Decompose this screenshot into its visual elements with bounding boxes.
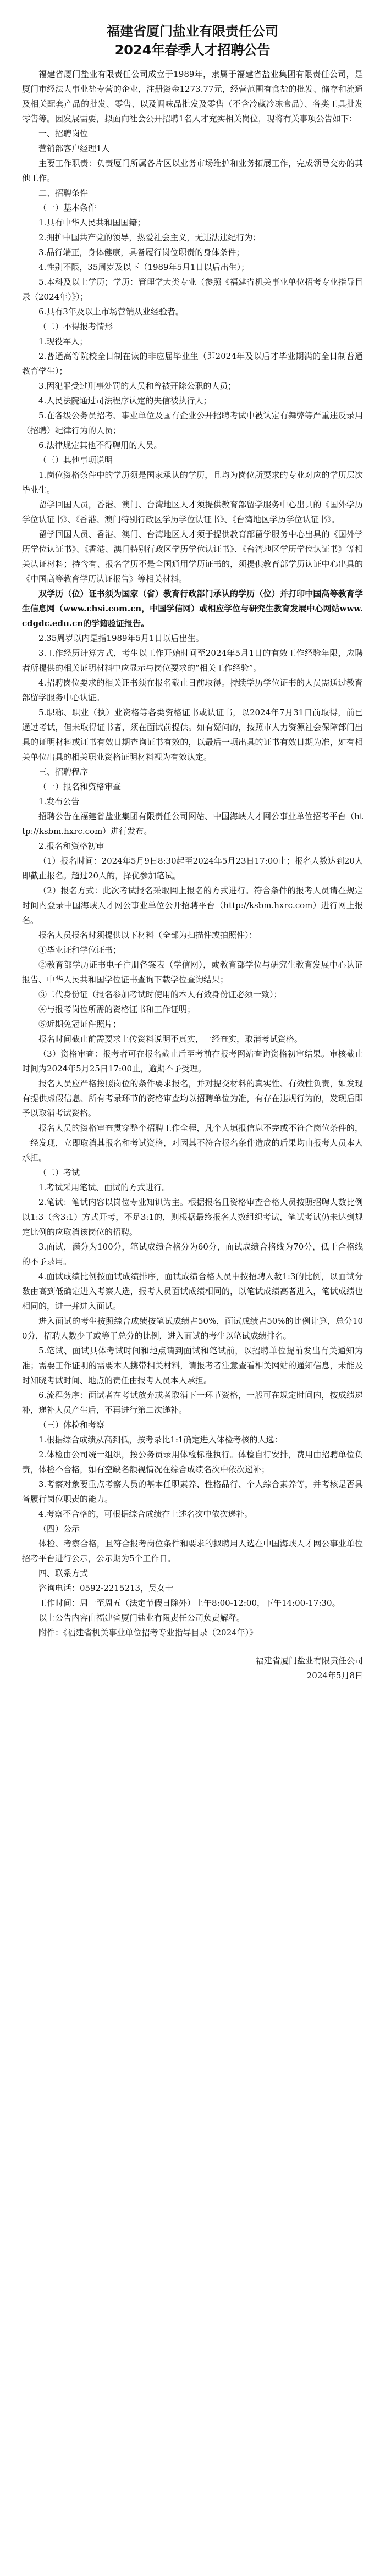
paragraph: 5.职称、职业（执）业资格等各类资格证书或认证书，以2024年7月31日前取得，前已通过考试，但未取得证书者，须在面试前提供。如有疑问的，按照市人力资源社会保障部门出具的证明材料或证书有效日期查询证书有效的，以最后一项出具的证书有效日期为准，如有相关单位出具的相关职业资格证明材料视为有效认定。 [22, 707, 363, 762]
paragraph: 4.招聘岗位要求的相关证书须在报名截止日前取得。持续学历学位证书的人员需通过教育部留学服务中心认证。 [22, 678, 363, 703]
paragraph: 附件：《福建省机关事业单位招考专业指导目录（2024年）》 [38, 1628, 258, 1638]
paragraph: （一）基本条件 [38, 203, 97, 213]
paragraph: 2.体检由公司统一组织，按公务员录用体检标准执行。体检自行安排，费用由招聘单位负责，体检不合格，如有空缺名额视情况在综合成绩名次中依次递补； [22, 1450, 363, 1474]
paragraph: 3.面试，满分为100分，笔试成绩合格分为60分，面试成绩合格线为70分，低于合格线的不予录用。 [22, 1242, 363, 1267]
paragraph: 4.面试成绩比例按面试成绩排序，面试成绩合格人员中按招聘人数1:3的比例，以面试分数由高到低确定进入考察人选，报考人员面试成绩相同的，以笔试成绩高者进入，笔试成绩也相同的，进一并进入面试。 [22, 1272, 363, 1311]
paragraph: 1.考试采用笔试、面试的方式进行。 [38, 1182, 170, 1192]
paragraph: 3.品行端正，身体健康，具备履行岗位职责的身体条件； [38, 247, 245, 257]
paragraph: 报名人员的资格审查贯穿整个招聘工作全程，凡个人填报信息不完或不符合岗位条件的，一经发现，立即取消其报名和考试资格，对因其不符合报名条件造成的后果均由报考人员本人承担。 [22, 1123, 363, 1163]
paragraph: 报名人员报名时须提供以下材料（全部为扫描件或拍照件）： [38, 930, 257, 940]
paragraph: 1.发布公告 [38, 797, 80, 806]
paragraph: 1.根据综合成绩从高到低，按考录比1:1确定进入体检考核的人选： [38, 1435, 283, 1445]
paragraph: 体检、考察合格，且符合报考岗位条件和要求的拟聘用人选在中国海峡人才网公事业单位招考平台进行公示，公示期为5个工作日。 [22, 1539, 363, 1563]
paragraph: 二、招聘条件 [38, 188, 89, 198]
footer-date: 2024年5月8日 [306, 1671, 363, 1681]
paragraph: 报名时间截止前需要求上传资料说明不真实，一经查实，取消考试资格。 [38, 1034, 303, 1044]
paragraph: 主要工作职责：负责厦门所属各片区以业务市场维护和业务拓展工作，完成领导交办的其他工作。 [22, 158, 363, 183]
paragraph: ⑤近期免冠证件照片； [38, 1019, 122, 1029]
paragraph: 5.笔试、面试具体考试时间和地点请到面试和笔试前，以招聘单位提前发出有关通知为准；需要工作证明的需要本人携带相关材料，请报考者注意查看相关网站的通知信息，未能及时知晓考试时间、地点的责任由报考人员本人承担。 [22, 1346, 363, 1385]
paragraph: ③二代身份证（报名参加考试时使用的本人有效身份证必须一致）； [38, 990, 282, 999]
paragraph: 6.法律规定其他不得聘用的人员。 [38, 440, 162, 450]
paragraph: 营销部客户经理1人 [38, 143, 110, 153]
paragraph: （1）报名时间：2024年5月9日8:30起至2024年5月23日17:00止；报名人数达到20人即截止报名。超过20人的，择优参加笔试。 [22, 856, 363, 881]
paragraph: 2.笔试：笔试内容以岗位专业知识为主。根据报名且资格审查合格人员按照招聘人数比例以1:3（含3:1）方式开考，不足3:1的，则根据最终报名人数组织考试，笔试考试仍未达到规定比例的应取消该岗位的招聘。 [22, 1197, 363, 1237]
paragraph: 3.考察对象要重点考察人员的基本任职素养、性格品行、个人综合素养等，并考核是否具备履行岗位职责的能力。 [22, 1479, 363, 1504]
paragraph: 双学历（位）证书须为国家（省）教育行政部门承认的学历（位）并打印中国高等教育学生信息网（www.chsi.com.cn，中国学信网）或相应学位与研究生教育发展中心网站www.cdgdc.edu.cn的学籍验证报告。 [22, 589, 363, 628]
paragraph: 6.流程务序：面试者在考试放弃或者取消下一环节资格，一般可在规定时间内，按成绩递补，递补人员产生后，不再进行第二次递补。 [22, 1390, 363, 1415]
paragraph: （三）其他事项说明 [38, 455, 113, 465]
paragraph: ②教育部学历证书电子注册备案表（学信网），或教育部学位与研究生教育发展中心认证报告、中华人民共和国学位证书查询下载学位查询结果； [22, 960, 363, 985]
paragraph: 报名人员应严格按照岗位的条件要求报名，并对提交材料的真实性、有效性负责，如发现有提供虚假信息、所有考录环节的资格审查均以招聘单位为准，有存在违规行为的，发现后即予以取消考试资格。 [22, 1079, 363, 1118]
paragraph: （2）报名方式：此次考试报名采取网上报名的方式进行。符合条件的报考人员请在规定时间内登录中国海峡人才网公事业单位公开招聘平台（http://ksbm.hxrc.com）进行网上报名。 [22, 886, 363, 925]
title-company: 福建省厦门盐业有限责任公司 [107, 24, 278, 39]
paragraph: （一）报名和资格审查 [38, 782, 122, 792]
paragraph: 2.拥护中国共产党的领导，热爱社会主义，无违法违纪行为； [38, 233, 261, 242]
paragraph: 5.本科及以上学历；学历：管理学大类专业（参照《福建省机关事业单位招考专业指导目录（2024年）》）； [22, 277, 363, 302]
paragraph: 2.35周岁以内是指1989年5月1日以后出生。 [38, 633, 204, 643]
paragraph: 4.性别不限，35周岁及以下（1989年5月1日以后出生）； [38, 262, 250, 272]
paragraph: 4.人民法院通过司法程序认定的失信被执行人； [38, 396, 212, 406]
paragraph: 进入面试的考生按照综合成绩按笔试成绩占50%，面试成绩占50%的比例计算，总分100分，招聘人数少于或等于总分的比例，进入面试的考生以笔试成绩排名。 [22, 1316, 363, 1341]
paragraph: 留学回国人员、香港、澳门、台湾地区人才须于提供教育部留学服务中心出具的《国外学历学位认证书》、《香港、澳门特别行政区学历学位认证书》、《台湾地区学历学位认证书》等相关认证材料；持含有、报名学历不是全国通用学历证书的，须提供教育部学历认证中心出具的《中国高等教育学历认证报告》等相关材料。 [22, 529, 363, 584]
paragraph: （3）资格审查：报考者可在报名截止后至考前在报考网站查询资格初审结果。审核截止时间为2024年5月25日17:00止，逾期不予受理。 [22, 1049, 363, 1074]
paragraph: 一、招聘岗位 [38, 129, 89, 139]
paragraph: 四、联系方式 [38, 1568, 89, 1578]
footer-company: 福建省厦门盐业有限责任公司 [255, 1656, 363, 1666]
title-announcement: 2024年春季人才招聘公告 [114, 42, 271, 58]
paragraph: 工作时间：周一至周五（法定节假日除外）上午8:00-12:00，下午14:00-17:30。 [38, 1598, 340, 1608]
paragraph: 2.普通高等院校全日制在读的非应届毕业生（即2024年及以后才毕业期满的全日制普通教育学生）； [22, 351, 363, 376]
paragraph: 招聘公告在福建省盐业集团有限责任公司网站、中国海峡人才网公事业单位招考平台（http://ksbm.hxrc.com）进行发布。 [22, 811, 363, 836]
paragraph: 留学回国人员，香港、澳门、台湾地区人才须提供教育部留学服务中心出具的《国外学历学位认证书》、《香港、澳门特别行政区学历学位认证书》、《台湾地区学历学位认证书》。 [22, 500, 363, 524]
paragraph: 5.在各级公务员招考、事业单位及国有企业公开招聘考试中被认定有舞弊等严重违反录用（招聘）纪律行为的人员； [22, 411, 363, 435]
signature-block [22, 1654, 363, 1683]
paragraph: 3.工作经历计算方式，考生以工作开始时间至2024年5月1日的有效工作经验年限，应聘者所提供的相关证明材料中应显示与岗位要求的“相关工作经验”。 [22, 648, 363, 673]
paragraph: 6.具有3年及以上市场营销从业经验者。 [38, 307, 184, 317]
paragraph: （二）不得报考情形 [38, 322, 113, 331]
paragraph: ①毕业证和学位证书； [38, 945, 122, 955]
paragraph: ④与报考岗位所需的资格证书和工作证明； [38, 1004, 196, 1014]
announcement-body [22, 67, 363, 1640]
paragraph: 三、招聘程序 [38, 767, 89, 777]
paragraph: 咨询电话：0592-2215213，吴女士 [38, 1583, 174, 1593]
paragraph: 1.具有中华人民共和国国籍； [38, 218, 146, 228]
paragraph: 福建省厦门盐业有限责任公司成立于1989年，隶属于福建省盐业集团有限责任公司，是厦门市经法人事业盐专营的企业，注册资金1273.77元，经营范围有食盐的批发、储存和流通及相关配套产品的批发、零售、以及调味品批发及零售（不含冷藏冷冻食品）、各类工具批发零售等。因发展需要，拟面向社会公开招聘1名人才充实相关岗位，现将有关事项公告如下： [22, 69, 363, 124]
paragraph: 1.现役军人； [38, 336, 88, 346]
paragraph: 3.因犯罪受过刑事处罚的人员和曾被开除公职的人员； [38, 381, 237, 391]
paragraph: 1.岗位资格条件中的学历须是国家承认的学历，且均为岗位所要求的专业对应的学历层次毕业生。 [22, 470, 363, 495]
paragraph: 以上公告内容由福建省厦门盐业有限责任公司负责解释。 [38, 1613, 245, 1623]
paragraph: 4.考察不合格的，可根据综合成绩在上述名次中依次递补。 [38, 1509, 253, 1519]
title-block [22, 22, 363, 59]
paragraph: （二）考试 [38, 1168, 80, 1178]
paragraph: （四）公示 [38, 1524, 80, 1534]
paragraph: （三）体检和考察 [38, 1420, 105, 1430]
paragraph: 2.报名和资格初审 [38, 841, 105, 851]
